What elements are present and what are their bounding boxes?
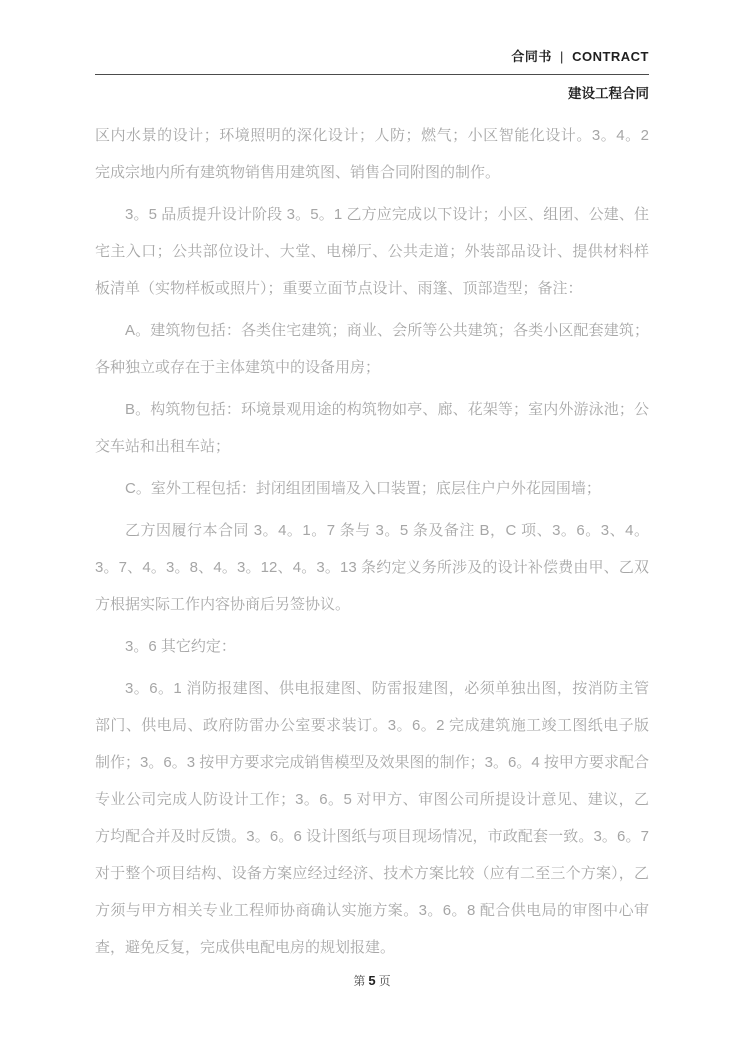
contract-body: [95, 117, 649, 966]
header-title-en: CONTRACT: [572, 49, 649, 64]
paragraph: 3。6。1 消防报建图、供电报建图、防雷报建图，必须单独出图，按消防主管部门、供电局、政府防雷办公室要求装订。3。6。2 完成建筑施工竣工图纸电子版制作；3。6。3 按甲方要求完成销售模型及效果图的制作；3。6。4 按甲方要求配合专业公司完成人防设计工作；3。6。5 对甲方、审图公司所提设计意见、建议，乙方均配合并及时反馈。3。6。6 设计图纸与项目现场情况，市政配套一致。3。6。7 对于整个项目结构、设备方案应经过经济、技术方案比较（应有二至三个方案），乙方须与甲方相关专业工程师协商确认实施方案。3。6。8 配合供电局的审图中心审查，避免反复，完成供电配电房的规划报建。: [95, 680, 649, 956]
paragraph: 乙方因履行本合同 3。4。1。7 条与 3。5 条及备注 B，C 项、3。6。3、4。3。7、4。3。8、4。3。12、4。3。13 条约定义务所涉及的设计补偿费由甲、乙双方根据实际工作内容协商后另签协议。: [95, 522, 649, 613]
paragraph: C。室外工程包括：封闭组团围墙及入口装置；底层住户户外花园围墙；: [125, 480, 601, 497]
page-content: [95, 0, 649, 971]
footer-page-prefix: 第: [353, 974, 366, 988]
footer-page-suffix: 页: [378, 974, 391, 988]
header-title-divider: |: [560, 49, 564, 64]
paragraph: 区内水景的设计；环境照明的深化设计；人防；燃气；小区智能化设计。3。4。2 完成宗地内所有建筑物销售用建筑图、销售合同附图的制作。: [95, 127, 649, 181]
header-title-zh: 合同书: [511, 49, 552, 64]
paragraph: B。构筑物包括：环境景观用途的构筑物如亭、廊、花架等；室内外游泳池；公交车站和出租车站；: [95, 401, 649, 455]
paragraph: A。建筑物包括：各类住宅建筑；商业、会所等公共建筑；各类小区配套建筑；各种独立或存在于主体建筑中的设备用房；: [95, 322, 649, 376]
page-header: [95, 0, 649, 102]
paragraph: 3。5 品质提升设计阶段 3。5。1 乙方应完成以下设计；小区、组团、公建、住宅主入口；公共部位设计、大堂、电梯厅、公共走道；外装部品设计、提供材料样板清单（实物样板或照片）；重要立面节点设计、雨篷、顶部造型；备注：: [95, 206, 649, 297]
paragraph: 3。6 其它约定：: [125, 638, 236, 655]
header-title: [95, 46, 649, 65]
header-subtitle: 建设工程合同: [568, 86, 649, 101]
header-rule: [95, 74, 649, 75]
footer-page-number: 5: [368, 973, 376, 988]
page-footer: [0, 972, 744, 989]
